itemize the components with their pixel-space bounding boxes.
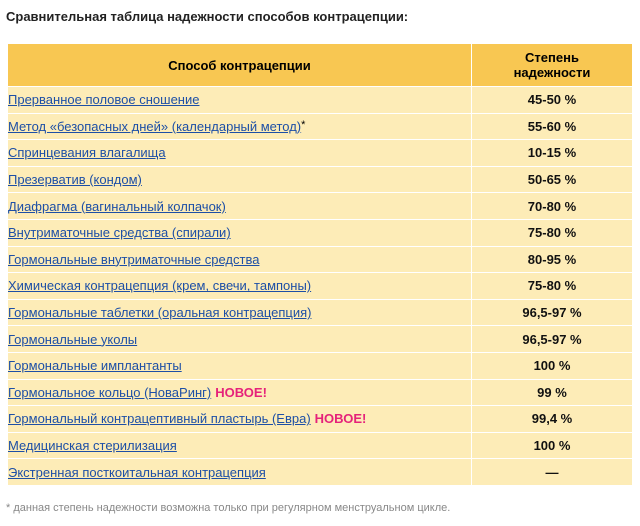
method-cell xyxy=(8,273,472,300)
method-cell xyxy=(8,326,472,353)
method-link[interactable]: Экстренная посткоитальная контрацепция xyxy=(8,464,266,480)
table-row xyxy=(8,87,633,114)
table-body xyxy=(8,87,633,486)
method-cell xyxy=(8,379,472,406)
table-row xyxy=(8,352,633,379)
reliability-value: 80-95 % xyxy=(472,246,633,273)
footnote: * данная степень надежности возможна только при регулярном менструальном цикле. xyxy=(6,502,451,514)
footnote-marker: * xyxy=(301,118,306,131)
method-cell xyxy=(8,459,472,486)
method-link[interactable]: Гормональный контрацептивный пластырь (Евра) xyxy=(8,411,311,427)
table-row xyxy=(8,140,633,167)
reliability-value: 55-60 % xyxy=(472,113,633,140)
table-row xyxy=(8,273,633,300)
method-cell xyxy=(8,87,472,114)
reliability-value: — xyxy=(472,459,633,486)
method-cell xyxy=(8,166,472,193)
table-row xyxy=(8,246,633,273)
table-row xyxy=(8,193,633,220)
table-row xyxy=(8,432,633,459)
method-cell xyxy=(8,113,472,140)
method-link[interactable]: Прерванное половое сношение xyxy=(8,92,200,108)
method-link[interactable]: Диафрагма (вагинальный колпачок) xyxy=(8,198,226,214)
method-link[interactable]: Гормональные внутриматочные средства xyxy=(8,251,260,267)
reliability-table xyxy=(7,43,633,486)
reliability-value: 99,4 % xyxy=(472,406,633,433)
table-row xyxy=(8,299,633,326)
method-cell xyxy=(8,219,472,246)
method-cell xyxy=(8,246,472,273)
method-cell xyxy=(8,352,472,379)
table-row xyxy=(8,326,633,353)
reliability-value: 96,5-97 % xyxy=(472,299,633,326)
table-row xyxy=(8,166,633,193)
reliability-value: 100 % xyxy=(472,432,633,459)
method-cell xyxy=(8,406,472,433)
table-row xyxy=(8,459,633,486)
table-row xyxy=(8,113,633,140)
method-link[interactable]: Гормональные таблетки (оральная контрацепция) xyxy=(8,305,312,321)
header-method: Способ контрацепции xyxy=(8,44,472,87)
header-reliability xyxy=(472,44,633,87)
method-cell xyxy=(8,432,472,459)
table-row xyxy=(8,219,633,246)
reliability-value: 45-50 % xyxy=(472,87,633,114)
table-row xyxy=(8,406,633,433)
page-title: Сравнительная таблица надежности способов контрацепции: xyxy=(6,9,409,24)
method-link[interactable]: Спринцевания влагалища xyxy=(8,145,166,161)
header-reliability-line2: надежности xyxy=(513,65,591,80)
method-cell xyxy=(8,193,472,220)
reliability-value: 75-80 % xyxy=(472,219,633,246)
method-link[interactable]: Медицинская стерилизация xyxy=(8,438,177,454)
reliability-value: 96,5-97 % xyxy=(472,326,633,353)
reliability-value: 50-65 % xyxy=(472,166,633,193)
reliability-value: 70-80 % xyxy=(472,193,633,220)
method-link[interactable]: Презерватив (кондом) xyxy=(8,172,142,188)
method-link[interactable]: Гормональные уколы xyxy=(8,331,138,347)
method-cell xyxy=(8,299,472,326)
method-link[interactable]: Химическая контрацепция (крем, свечи, тампоны) xyxy=(8,278,312,294)
new-badge: НОВОЕ! xyxy=(314,411,367,427)
table-row xyxy=(8,379,633,406)
header-reliability-line1: Степень xyxy=(525,50,579,65)
reliability-value: 10-15 % xyxy=(472,140,633,167)
new-badge: НОВОЕ! xyxy=(215,384,267,400)
method-link[interactable]: Гормональное кольцо (НоваРинг) xyxy=(8,384,212,400)
reliability-value: 100 % xyxy=(472,352,633,379)
table-header-row xyxy=(8,44,633,87)
reliability-value: 99 % xyxy=(472,379,633,406)
method-link[interactable]: Внутриматочные средства (спирали) xyxy=(8,225,231,241)
method-cell xyxy=(8,140,472,167)
reliability-value: 75-80 % xyxy=(472,273,633,300)
method-link[interactable]: Гормональные имплантанты xyxy=(8,358,182,374)
method-link[interactable]: Метод «безопасных дней» (календарный метод) xyxy=(8,118,302,134)
